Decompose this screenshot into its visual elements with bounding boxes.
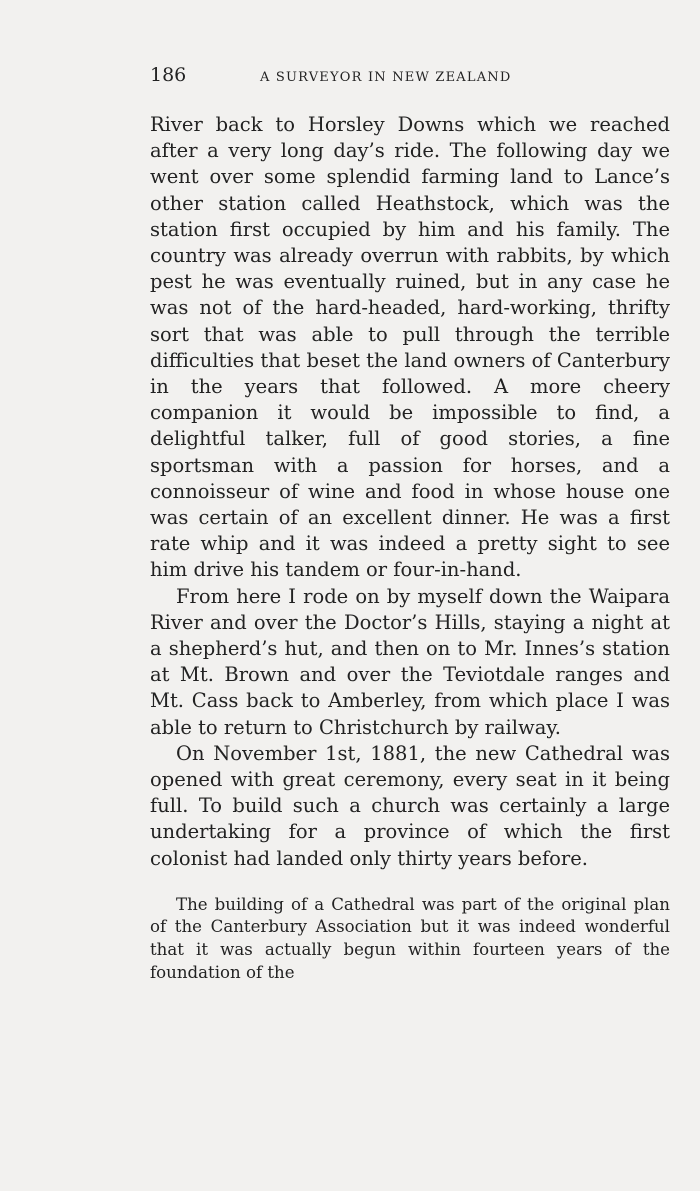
paragraph-2: From here I rode on by myself down the Waipara River and over the Doctor’s Hills, staying a night at a shepherd’s hut, and then on to Mr. Innes’s station at Mt. Brown and over the Teviotdale ranges and Mt. Cass back to Amberley, from which place I was able to return to Christchurch by railway. xyxy=(150,584,670,739)
page-header xyxy=(150,64,670,94)
paragraph-3: On November 1st, 1881, the new Cathedral was opened with great ceremony, every seat in it being full. To build such a church was certainly a large undertaking for a province of which the first colonist had landed only thirty years before. xyxy=(150,741,670,870)
book-page xyxy=(150,64,670,1001)
main-text xyxy=(150,112,670,872)
running-head: A SURVEYOR IN NEW ZEALAND xyxy=(260,70,512,85)
page-number: 186 xyxy=(150,64,187,86)
small-print-paragraph: The building of a Cathedral was part of the original plan of the Canterbury Association but it was indeed wonderful that it was actually begun within fourteen years of the foundation of the xyxy=(150,894,670,982)
paragraph-1: River back to Horsley Downs which we reached after a very long day’s ride. The following day we went over some splendid farming land to Lance’s other station called Heathstock, which was the station first occupied by him and his family. The country was already overrun with rabbits, by which pest he was eventually ruined, but in any case he was not of the hard-headed, hard-working, thrifty sort that was able to pull through the terrible difficulties that beset the land owners of Canterbury in the years that followed. A more cheery companion it would be impossible to find, a delightful talker, full of good stories, a fine sportsman with a passion for horses, and a connoisseur of wine and food in whose house one was certain of an excellent dinner. He was a first rate whip and it was indeed a pretty sight to see him drive his tandem or four-in-hand. xyxy=(150,113,670,582)
